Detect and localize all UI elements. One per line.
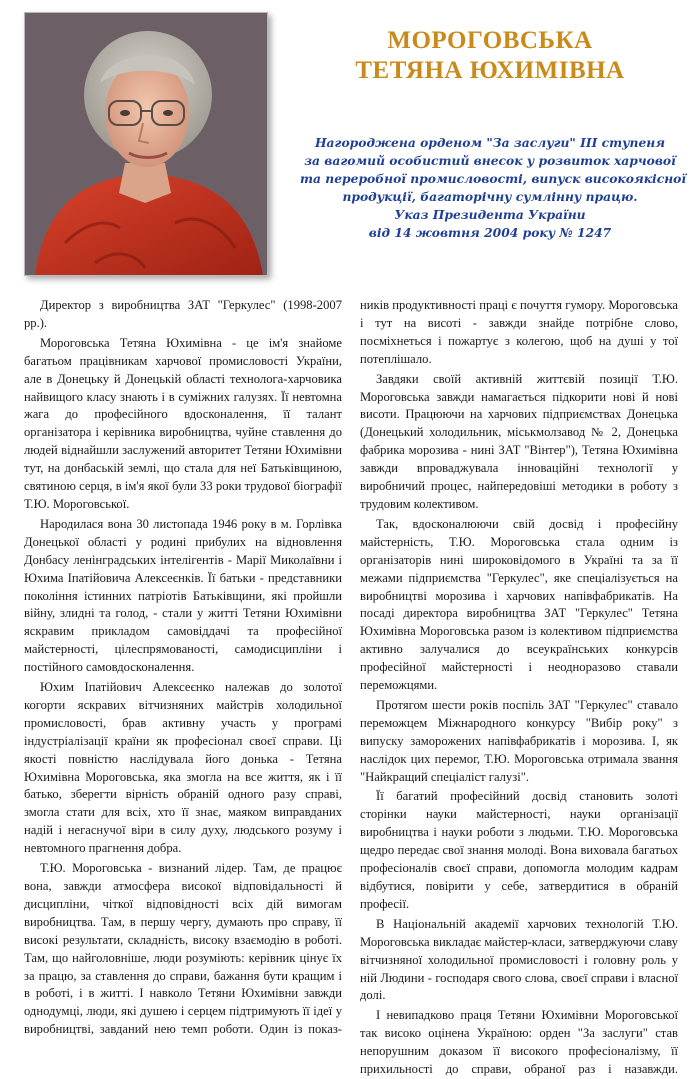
portrait-icon [25,13,267,275]
right-column [360,297,678,1079]
name-given: ТЕТЯНА ЮХИМІВНА [355,57,625,84]
name-surname: МОРОГОВСЬКА [387,27,593,54]
award-line: Указ Президента України [394,207,586,222]
award-line: за вагомий особистий внесок у розвиток харчової [304,153,676,168]
paragraph: Т.Ю. Мороговська - визнаний лідер. Там, де працює вона, завжди атмосфера високої відповідальності й дисципліни, чіткої відповідності всіх дій вимогам виробництва. Там, в першу чергу, думають про справу, її високі результати, складність, високу взаємодію в роботі. Там, що найголовніше, люди розуміють: керівник цінує їх за працю, за ставлення до справи, бажання бути кращим і в роботі, і в житті. І навколо Тетяни Юхимівни завжди однодумці, люди, які душею і серцем підтримують її ідеї у виробництві, завданий нею темп роботи. Один із показ- [24,861,342,1037]
paragraph: Юхим Іпатійович Алексеєнко належав до золотої когорти яскравих вітчизняних майстрів холодильної промисловості, брав активну участь у програмі індустріалізації країни як професіонал своєї справи. Ці якості повністю наслідувала його донька - Тетяна Юхимівна Мороговська, яка змогла на все життя, як і її батько, зберегти вірність обраній одного разу справі, змогла стати для всіх, хто її знає, маяком виправданих надій і негаснучої віри в силу духу, людського розуму і невтомного прагнення добра. [24,680,342,856]
award-line: та переробної промисловості, випуск високоякісної [300,171,687,186]
paragraph: ників продуктивності праці є почуття гумору. Мороговська і тут на висоті - завжди знайде потрібне слово, посміхнеться і пожартує з колегою, щоб на душі у тої потеплішало. [360,298,678,366]
paragraph: Мороговська Тетяна Юхимівна - це ім'я знайоме багатьом працівникам харчової промисловості України, але в Донецьку й Донецькій області технолога-харчовика найвищого класу знають і в суміжних галузях. Її невтомна жага до професійного вдосконалення, її талант організатора і керівника виробництва, чуйне ставлення до людей віднайшли заслужений авторитет Тетяни Юхимівни тут, на донбаській землі, що стала для неї Батьківщиною, святиною серця, в ім'я якої були 33 роки трудової біографії Т.Ю. Мороговської. [24,335,342,511]
paragraph: Завдяки своїй активній життєвій позиції Т.Ю. Мороговська завжди намагається підкорити нові й нові висоти. Працюючи на харчових підприємствах Донецька (Донецький холодильник, міськмолзавод № 2, Донецька фабрика морозива - нині ЗАТ "Вінтер"), Тетяна Юхимівна завжди впроваджувала інноваційні технології у виробничий процес, найпередовіші методики в роботу з трудовим колективом. [360,371,678,511]
person-name [300,26,680,86]
paragraph: Так, вдосконалюючи свій досвід і професійну майстерність, Т.Ю. Мороговська стала одним із організаторів нині широковідомого в Україні та за її межами підприємства "Геркулес", яке спеціалізується на виробництві морозива і харчових напівфабрикатів. На посаді директора виробництва ЗАТ "Геркулес" Тетяна Юхимівна Мороговська разом із колективом підприємства активно залучалися до всеукраїнських конкурсів професійної майстерності і неодноразово ставали переможцями. [360,516,678,693]
paragraph: Директор з виробництва ЗАТ "Геркулес" (1998-2007 рр.). [24,298,342,330]
paragraph: В Національній академії харчових технологій Т.Ю. Мороговська викладає майстер-класи, затверджуючи славу вітчизняної холодильної промисловості і головну роль у ній Людини - господаря свого слова, своєї справи і власної долі. [360,916,678,1003]
paragraph: Протягом шести років поспіль ЗАТ "Геркулес" ставало переможцем Міжнародного конкурсу "Вибір року" з випуску заморожених напівфабрикатів і морозива. І, як наслідок цих перемог, Т.Ю. Мороговська отримала звання "Найкращий спеціаліст галузі". [360,697,678,784]
award-text [300,134,687,242]
paragraph: Її багатий професійний досвід становить золоті сторінки науки майстерності, науки організації виробництва і науки роботи з людьми. Т.Ю. Мороговська щедро передає свої знання молоді. Вона виховала багатьох професіоналів своєї справи, допомогла молодим кадрам відбутися, повірити у себе, затвердитися в обраній професії. [360,789,678,911]
award-line: від 14 жовтня 2004 року № 1247 [368,225,612,240]
paragraph: І невипадково праця Тетяни Юхимівни Мороговської так високо оцінена Україною: орден "За заслуги" став непорушним доказом її високого професіоналізму, її прихильності до справи, обраної раз і назавжди. [360,1008,678,1077]
left-column [24,297,342,1039]
award-line: продукції, багаторічну сумлінну працю. [342,189,638,204]
portrait-photo [24,12,268,276]
paragraph: Народилася вона 30 листопада 1946 року в м. Горлівка Донецької області у родині прибулих на відновлення Донбасу ленінградських інтелігентів - Марії Миколаївни і Юхима Іпатійовича Алексеєнків. Її батьки - представники покоління істинних патріотів Батьківщини, які пройшли війну, злидні та голод, - стали у житті Тетяни Юхимівни яскравим прикладом самовіддачі та професійної майстерності, цілеспрямованості, самодисципліни і постійного самовдосконалення. [24,516,342,675]
award-line: Нагороджена орденом "За заслуги" III ступеня [314,135,666,150]
